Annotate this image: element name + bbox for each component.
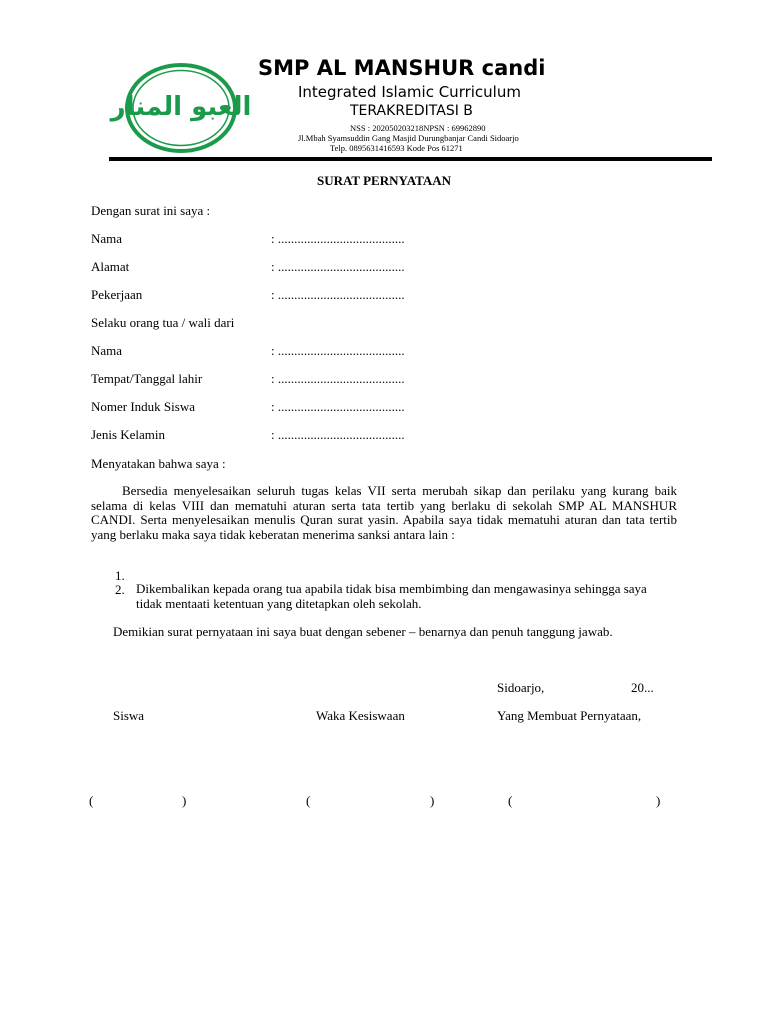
- siswa-paren-open: (: [89, 793, 94, 808]
- parent-name-label: Nama: [91, 231, 123, 246]
- svg-text:العبو المنار: العبو المنار: [110, 92, 252, 122]
- document-title: SURAT PERNYATAAN: [317, 173, 451, 188]
- parent-address-value: : .......................................: [271, 259, 405, 274]
- address-line: Jl.Mbah Syamsuddin Gang Masjid Durungbanjar Candi Sidoarjo: [298, 133, 519, 143]
- school-logo: [110, 62, 252, 154]
- accreditation-line: TERAKREDITASI B: [350, 103, 473, 119]
- signature-siswa-label: Siswa: [113, 708, 145, 723]
- statement-intro: Menyatakan bahwa saya :: [91, 456, 226, 471]
- list-number-1: 1.: [115, 568, 125, 583]
- waka-paren-open: (: [306, 793, 311, 808]
- siswa-paren-close: ): [182, 793, 187, 808]
- guardian-line: Selaku orang tua / wali dari: [91, 315, 235, 330]
- student-name-label: Nama: [91, 343, 123, 358]
- parent-job-value: : .......................................: [271, 287, 405, 302]
- signature-waka-label: Waka Kesiswaan: [316, 708, 405, 723]
- student-name-value: : .......................................: [271, 343, 405, 358]
- parent-address-label: Alamat: [91, 259, 130, 274]
- statement-paragraph: Bersedia menyelesaikan seluruh tugas kelas VII serta merubah sikap dan perilaku yang kurang baik selama di kelas VIII dan mematuhi aturan serta tata tertib yang berlaku di sekolah SMP AL MANSHUR CANDI. Serta menyelesaikan menulis Quran surat yasin. Apabila saya tidak mematuhi aturan dan tata tertib yang berlaku maka saya tidak keberatan menerima sanksi antara lain :: [91, 483, 677, 542]
- student-birth-label: Tempat/Tanggal lahir: [91, 371, 203, 386]
- list-number-2: 2.: [115, 582, 125, 597]
- maker-paren-open: (: [508, 793, 513, 808]
- intro-text: Dengan surat ini saya :: [91, 203, 211, 218]
- student-birth-value: : .......................................: [271, 371, 405, 386]
- student-gender-label: Jenis Kelamin: [91, 427, 166, 442]
- parent-name-value: : .......................................: [271, 231, 405, 246]
- header-divider: [109, 157, 712, 161]
- student-gender-value: : .......................................: [271, 427, 405, 442]
- curriculum-line: Integrated Islamic Curriculum: [298, 83, 521, 101]
- maker-paren-close: ): [656, 793, 661, 808]
- school-name: SMP AL MANSHUR candi: [258, 56, 546, 80]
- waka-paren-close: ): [430, 793, 435, 808]
- student-nis-label: Nomer Induk Siswa: [91, 399, 195, 414]
- nss-npsn-line: NSS : 202050203218NPSN : 69962890: [350, 123, 486, 133]
- parent-job-label: Pekerjaan: [91, 287, 143, 302]
- signature-place: Sidoarjo,: [497, 680, 545, 695]
- signature-maker-label: Yang Membuat Pernyataan,: [497, 708, 642, 723]
- student-nis-value: : .......................................: [271, 399, 405, 414]
- closing-paragraph: Demikian surat pernyataan ini saya buat dengan sebener – benarnya dan penuh tanggung jawab.: [113, 624, 613, 639]
- signature-year: 20...: [631, 680, 654, 695]
- phone-line: Telp. 0895631416593 Kode Pos 61271: [330, 143, 463, 153]
- list-item-2-text: Dikembalikan kepada orang tua apabila tidak bisa membimbing dan mengawasinya sehingga saya tidak mentaati ketentuan yang ditetapkan oleh sekolah.: [136, 581, 647, 611]
